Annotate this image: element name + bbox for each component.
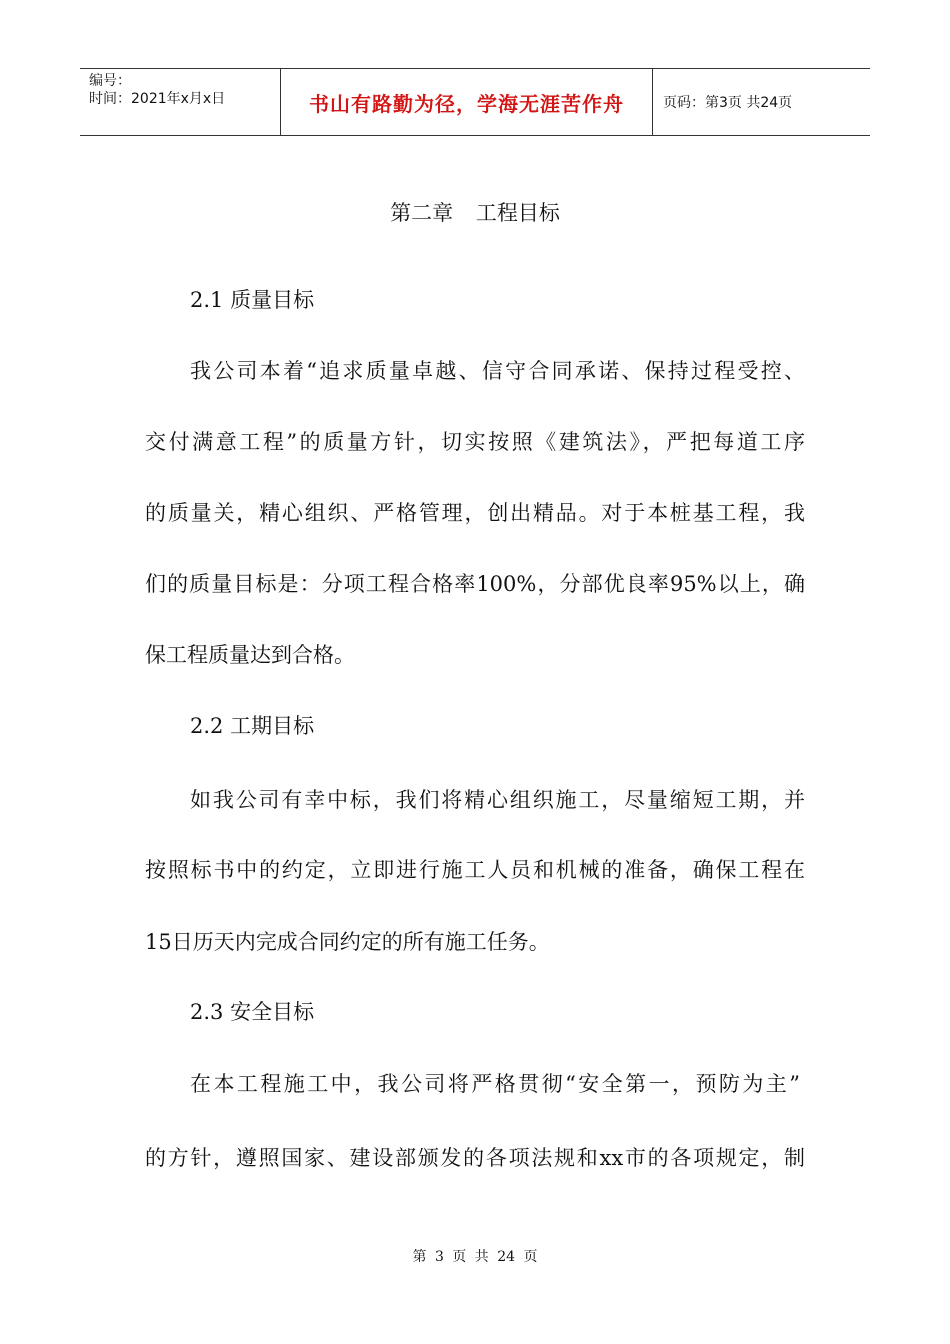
section-heading-2-1: 2.1 质量目标 xyxy=(190,288,315,312)
header-meta xyxy=(80,69,281,135)
section-heading-2-3: 2.3 安全目标 xyxy=(190,1000,315,1024)
header-page-info: 页码：第3页 共24页 xyxy=(663,95,793,111)
paragraph-line: 的方针，遵照国家、建设部颁发的各项法规和xx市的各项规定，制 xyxy=(145,1146,805,1170)
paragraph-line: 我公司本着“追求质量卓越、信守合同承诺、保持过程受控、 xyxy=(190,359,805,383)
document-number-label: 编号： xyxy=(89,73,131,89)
paragraph-line: 们的质量目标是：分项工程合格率100%，分部优良率95%以上，确 xyxy=(145,572,805,596)
chapter-title: 第二章 工程目标 xyxy=(390,201,560,225)
page-header xyxy=(80,68,870,136)
paragraph-line: 的质量关，精心组织、严格管理，创出精品。对于本桩基工程，我 xyxy=(145,501,805,525)
paragraph-line: 15日历天内完成合同约定的所有施工任务。 xyxy=(145,930,550,954)
paragraph-line: 按照标书中的约定，立即进行施工人员和机械的准备，确保工程在 xyxy=(145,858,805,882)
paragraph-line: 保工程质量达到合格。 xyxy=(145,643,355,667)
paragraph-line: 如我公司有幸中标，我们将精心组织施工，尽量缩短工期，并 xyxy=(190,788,805,812)
paragraph-line: 交付满意工程”的质量方针，切实按照《建筑法》，严把每道工序 xyxy=(145,430,805,454)
document-date: 时间：2021年x月x日 xyxy=(89,91,226,107)
page-footer: 第 3 页 共 24 页 xyxy=(412,1249,538,1265)
section-heading-2-2: 2.2 工期目标 xyxy=(190,714,315,738)
paragraph-line: 在本工程施工中，我公司将严格贯彻“安全第一，预防为主” xyxy=(190,1072,800,1096)
header-motto: 书山有路勤为径，学海无涯苦作舟 xyxy=(281,69,653,135)
